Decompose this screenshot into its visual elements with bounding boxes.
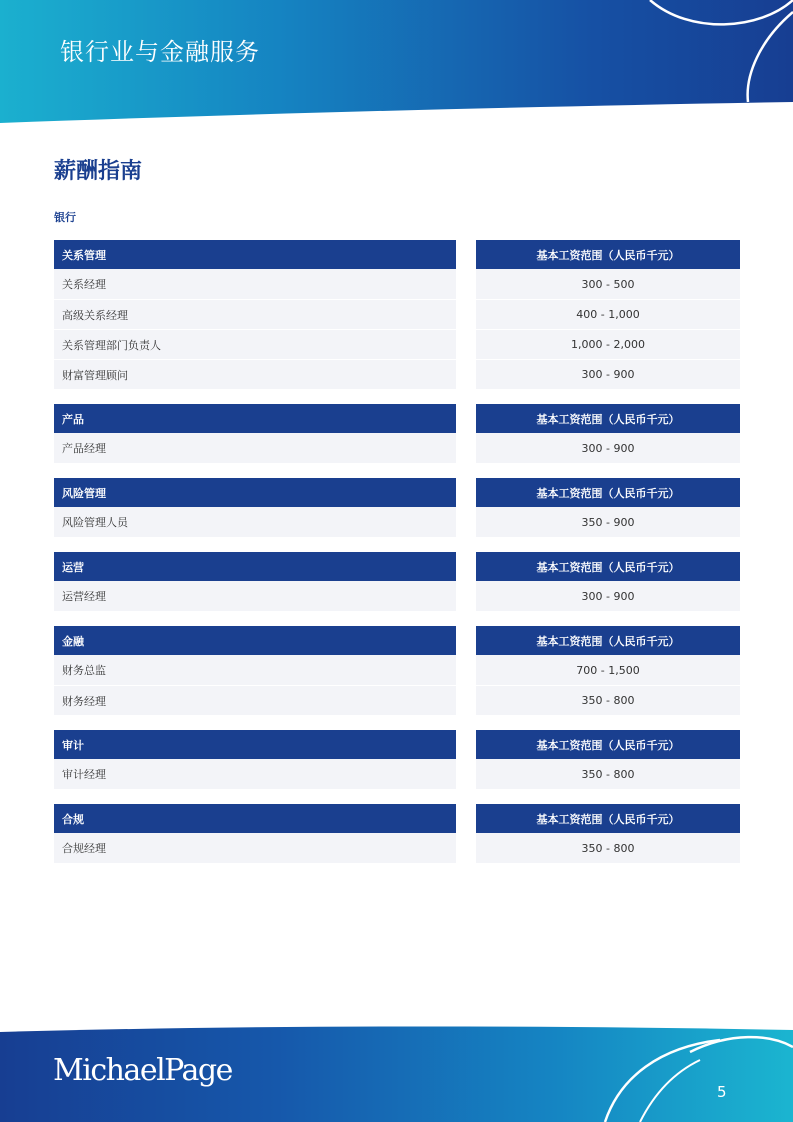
salary-table-compliance [54,804,740,863]
salary-table-relationship [54,240,740,389]
michael-page-logo: MichaelPage [53,1053,232,1088]
role-cell: 合规经理 [54,833,456,863]
role-cell: 关系经理 [54,269,456,299]
range-cell: 300 - 900 [476,359,740,389]
table-header-row [54,730,740,759]
range-header: 基本工资范围（人民币千元） [476,240,740,269]
role-cell: 高级关系经理 [54,299,456,329]
category-header: 运营 [54,552,456,581]
range-header: 基本工资范围（人民币千元） [476,552,740,581]
range-cell: 1,000 - 2,000 [476,329,740,359]
table-header-row [54,404,740,433]
table-header-row [54,804,740,833]
range-header: 基本工资范围（人民币千元） [476,404,740,433]
range-cell: 700 - 1,500 [476,655,740,685]
table-row [54,507,740,537]
salary-table-finance [54,626,740,715]
role-cell: 产品经理 [54,433,456,463]
subsection-label: 银行 [54,211,76,224]
table-row [54,833,740,863]
role-cell: 财务总监 [54,655,456,685]
role-cell: 审计经理 [54,759,456,789]
range-header: 基本工资范围（人民币千元） [476,478,740,507]
range-cell: 300 - 900 [476,581,740,611]
salary-table-audit [54,730,740,789]
table-row [54,269,740,299]
range-cell: 300 - 900 [476,433,740,463]
range-header: 基本工资范围（人民币千元） [476,804,740,833]
range-cell: 350 - 800 [476,759,740,789]
range-cell: 300 - 500 [476,269,740,299]
table-row [54,581,740,611]
section-title: 薪酬指南 [54,159,143,184]
category-header: 合规 [54,804,456,833]
range-header: 基本工资范围（人民币千元） [476,730,740,759]
table-row [54,329,740,359]
table-row [54,759,740,789]
range-cell: 400 - 1,000 [476,299,740,329]
role-cell: 关系管理部门负责人 [54,329,456,359]
table-header-row [54,552,740,581]
role-cell: 风险管理人员 [54,507,456,537]
range-cell: 350 - 800 [476,685,740,715]
range-header: 基本工资范围（人民币千元） [476,626,740,655]
role-cell: 运营经理 [54,581,456,611]
salary-tables [54,240,740,878]
salary-table-risk [54,478,740,537]
range-cell: 350 - 900 [476,507,740,537]
category-header: 风险管理 [54,478,456,507]
table-row [54,433,740,463]
page-number: 5 [717,1083,727,1101]
table-row [54,299,740,329]
table-row [54,685,740,715]
category-header: 金融 [54,626,456,655]
category-header: 审计 [54,730,456,759]
category-header: 产品 [54,404,456,433]
page-header-title: 银行业与金融服务 [60,38,260,66]
table-row [54,655,740,685]
table-header-row [54,240,740,269]
role-cell: 财富管理顾问 [54,359,456,389]
category-header: 关系管理 [54,240,456,269]
table-row [54,359,740,389]
table-header-row [54,478,740,507]
range-cell: 350 - 800 [476,833,740,863]
salary-table-operations [54,552,740,611]
salary-table-product [54,404,740,463]
role-cell: 财务经理 [54,685,456,715]
table-header-row [54,626,740,655]
